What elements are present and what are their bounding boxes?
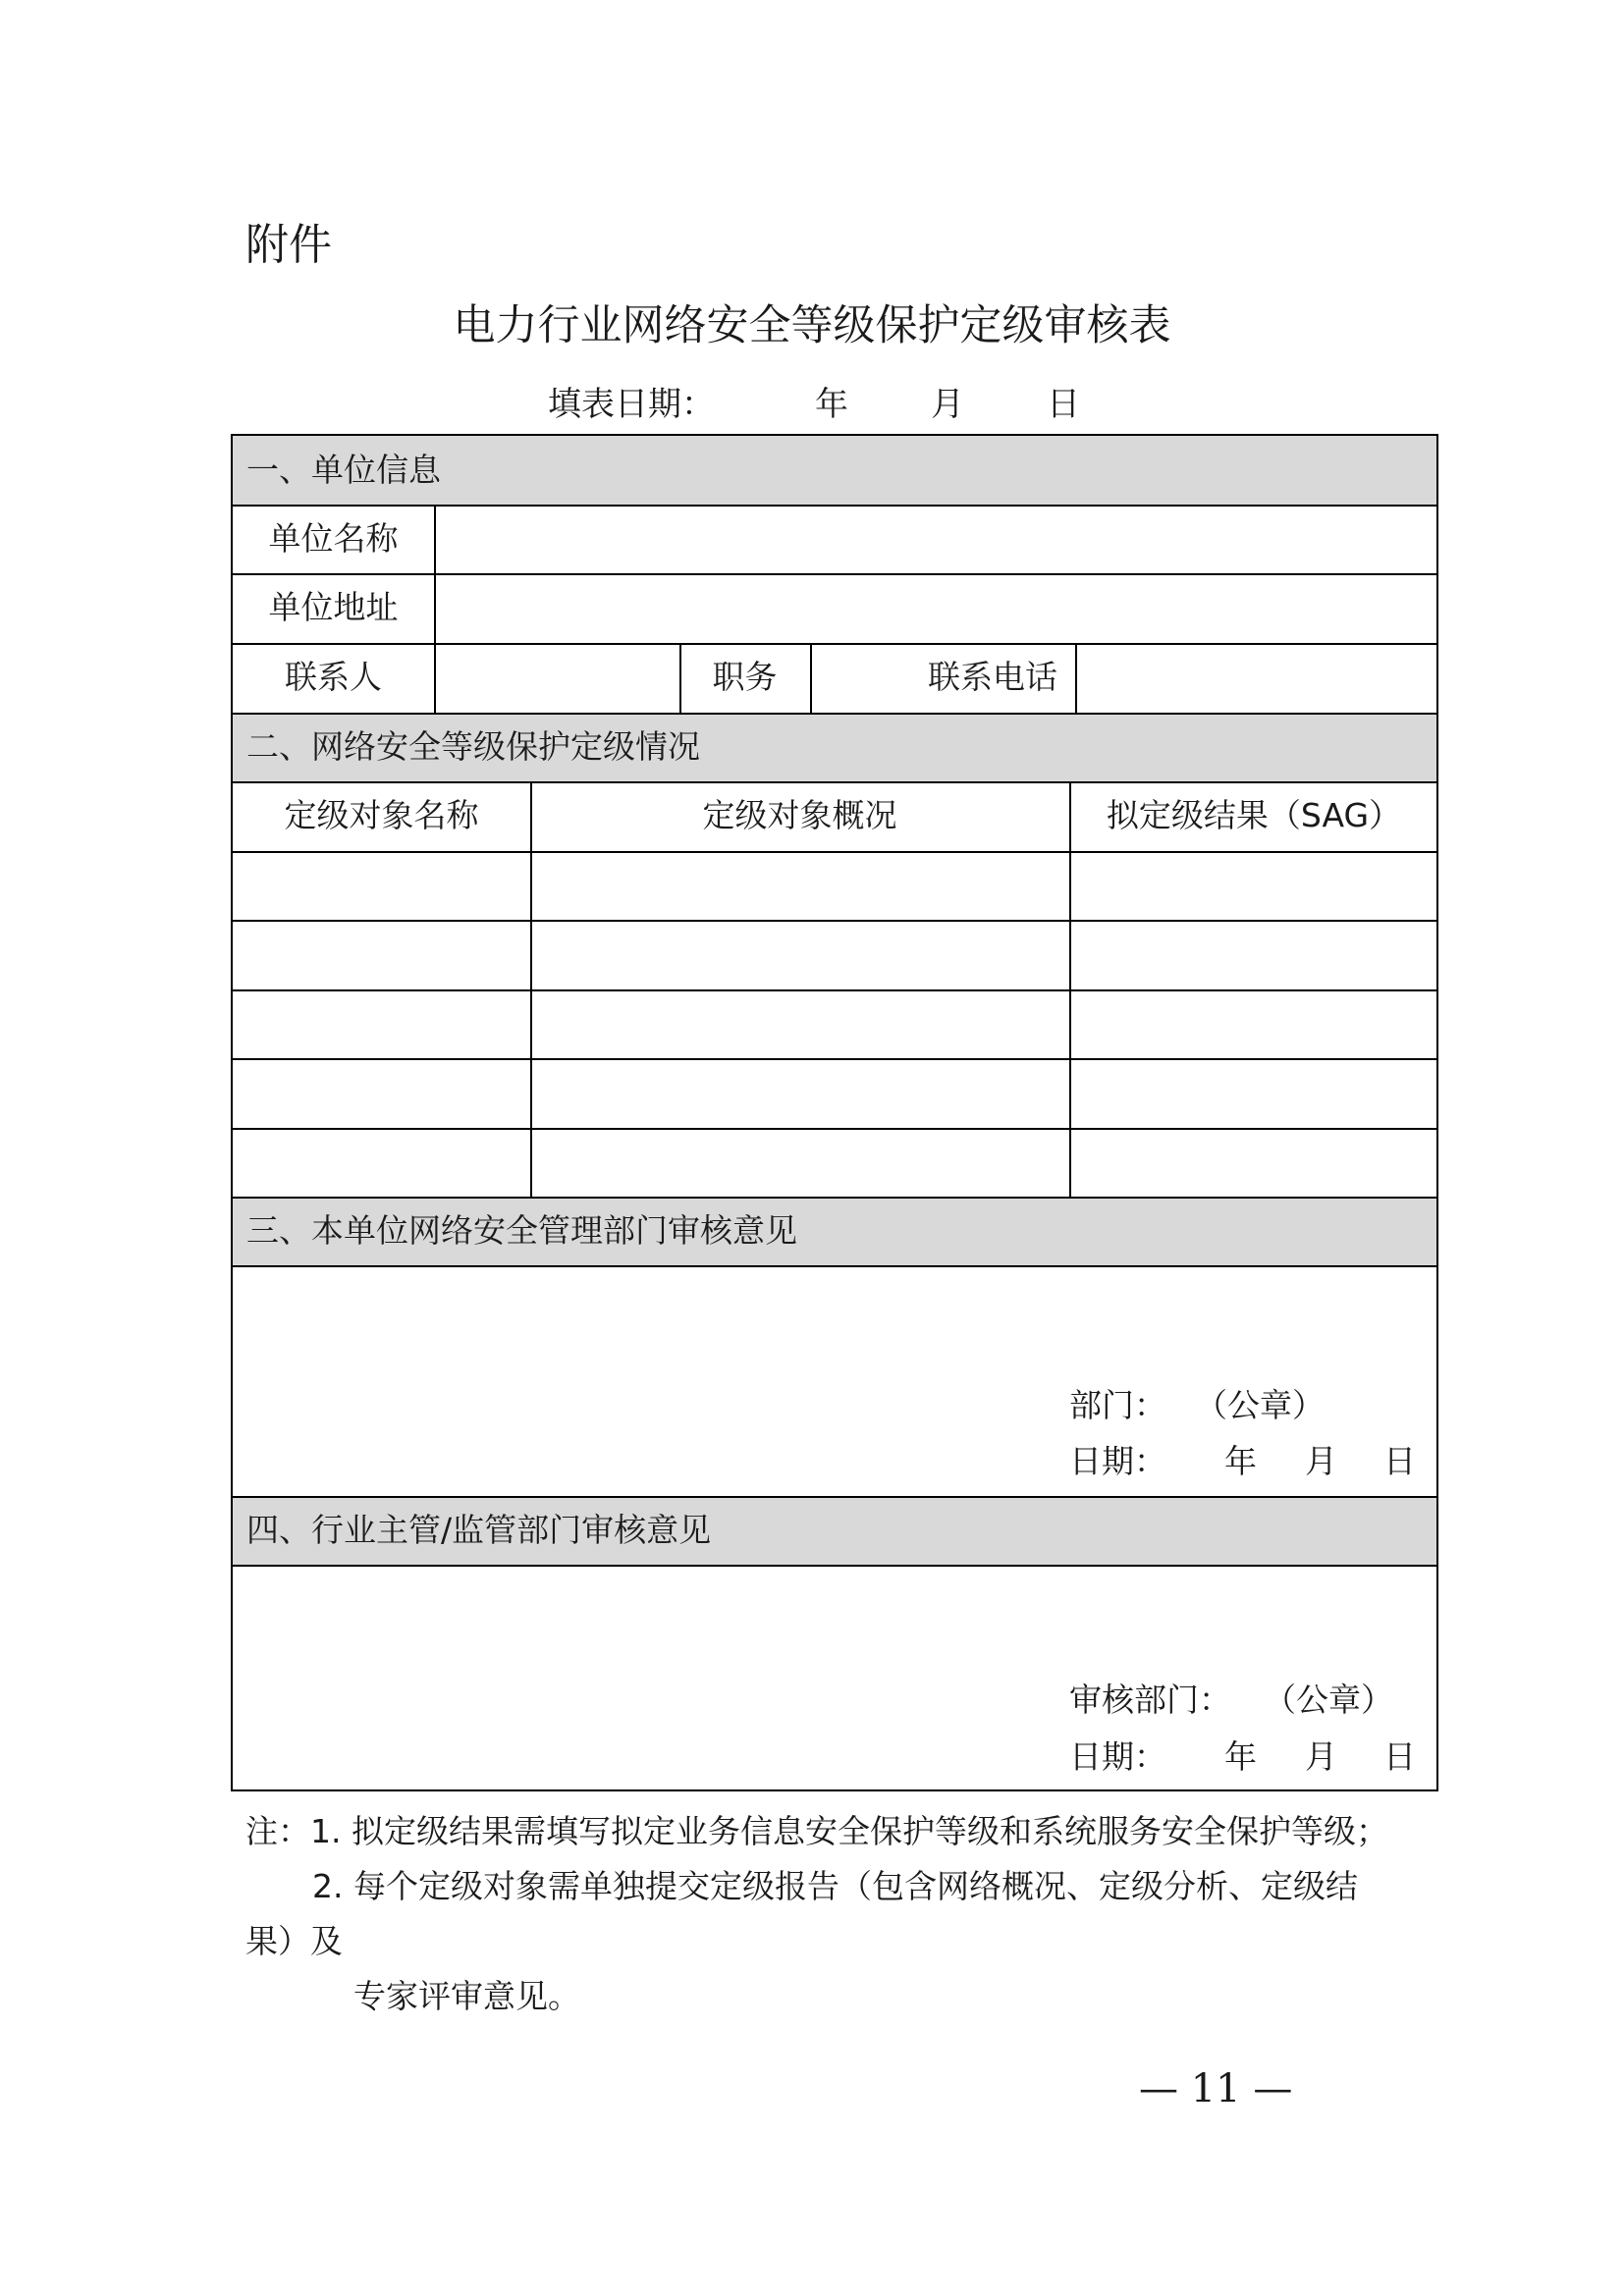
section4-date-label: 日期： <box>1069 1737 1166 1776</box>
section4-title: 四、行业主管/监管部门审核意见 <box>246 1511 712 1549</box>
column-header: 拟定级结果（SAG） <box>1106 796 1402 834</box>
grading-result-cell[interactable] <box>1071 1130 1436 1196</box>
section3-seal: （公章） <box>1195 1386 1325 1424</box>
phone-label: 联系电话 <box>928 658 1057 696</box>
rule <box>233 1496 1436 1498</box>
section3-dept-label: 部门： <box>1069 1386 1166 1424</box>
object-name-cell[interactable] <box>233 922 529 988</box>
section4-year: 年 <box>1224 1737 1257 1776</box>
section1-title: 一、单位信息 <box>246 451 441 489</box>
grading-result-cell[interactable] <box>1071 922 1436 988</box>
section3-month: 月 <box>1305 1442 1337 1480</box>
contact-label: 联系人 <box>285 658 382 696</box>
note-line-2: 2. 每个定级对象需单独提交定级报告（包含网络概况、定级分析、定级结 <box>312 1867 1358 1905</box>
column-header: 定级对象概况 <box>702 796 897 834</box>
section3-day: 日 <box>1383 1442 1416 1480</box>
fill-date-label: 填表日期： <box>548 385 715 424</box>
rule <box>233 781 1436 783</box>
rule <box>233 1197 1436 1199</box>
section4-seal: （公章） <box>1264 1681 1393 1719</box>
section3-title: 三、本单位网络安全管理部门审核意见 <box>246 1211 797 1250</box>
grading-result-cell[interactable] <box>1071 853 1436 919</box>
object-overview-cell[interactable] <box>532 1060 1068 1127</box>
form-title: 电力行业网络安全等级保护定级审核表 <box>453 301 1171 350</box>
object-name-cell[interactable] <box>233 1130 529 1196</box>
unit-address-field[interactable] <box>436 575 1436 642</box>
section3-year: 年 <box>1224 1442 1257 1480</box>
section4-day: 日 <box>1383 1737 1416 1776</box>
object-overview-cell[interactable] <box>532 853 1068 919</box>
fill-date-year: 年 <box>815 385 848 424</box>
section4-month: 月 <box>1305 1737 1337 1776</box>
column-header: 定级对象名称 <box>284 796 479 834</box>
grading-result-cell[interactable] <box>1071 991 1436 1057</box>
object-overview-cell[interactable] <box>532 991 1068 1057</box>
phone-field[interactable] <box>1077 645 1436 712</box>
section4-dept-label: 审核部门： <box>1069 1681 1231 1719</box>
note-line-4: 专家评审意见。 <box>353 1977 580 2015</box>
section3-date-label: 日期： <box>1069 1442 1166 1480</box>
note-line-3: 果）及 <box>245 1922 343 1960</box>
object-name-cell[interactable] <box>233 1060 529 1127</box>
grading-result-cell[interactable] <box>1071 1060 1436 1127</box>
fill-date-month: 月 <box>931 385 964 424</box>
attachment-label: 附件 <box>245 220 332 270</box>
note-line-1: 注：1. 拟定级结果需填写拟定业务信息安全保护等级和系统服务安全保护等级； <box>245 1812 1388 1850</box>
unit-name-label: 单位名称 <box>268 519 399 558</box>
page-number: — 11 — <box>1139 2066 1293 2111</box>
position-label: 职务 <box>712 658 778 696</box>
object-overview-cell[interactable] <box>532 1130 1068 1196</box>
object-name-cell[interactable] <box>233 853 529 919</box>
unit-name-field[interactable] <box>436 507 1436 572</box>
unit-address-label: 单位地址 <box>268 588 399 626</box>
object-overview-cell[interactable] <box>532 922 1068 988</box>
contact-field[interactable] <box>436 645 678 712</box>
review-form <box>231 434 1438 1791</box>
fill-date-day: 日 <box>1047 385 1080 424</box>
object-name-cell[interactable] <box>233 991 529 1057</box>
section2-title: 二、网络安全等级保护定级情况 <box>246 727 700 766</box>
rule <box>233 713 1436 715</box>
